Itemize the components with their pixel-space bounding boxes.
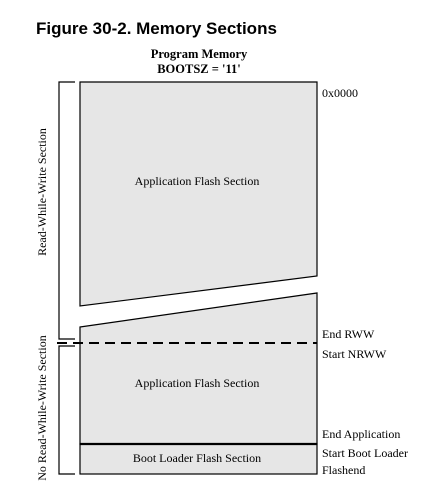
address-label-end-application: End Application [322,427,401,441]
address-label-flashend: Flashend [322,463,366,477]
app-flash-upper-label: Application Flash Section [134,174,260,188]
rww-bracket [59,82,75,339]
nrww-side-label: No Read-While-Write Section [35,335,49,481]
app-flash-lower-block [80,293,317,444]
app-flash-upper-block [80,82,317,306]
rww-side-label: Read-While-Write Section [35,128,49,256]
boot-loader-label: Boot Loader Flash Section [132,451,262,465]
bootsz-label: BOOTSZ = '11' [157,62,241,76]
address-label-start-boot-loader: Start Boot Loader [322,446,408,460]
address-label-start: 0x0000 [322,86,358,100]
figure-title: Figure 30-2. Memory Sections [36,19,277,38]
address-label-start-nrww: Start NRWW [322,347,387,361]
nrww-bracket [59,346,75,474]
program-memory-label: Program Memory [150,47,248,61]
app-flash-lower-label: Application Flash Section [134,376,260,390]
address-label-end-rww: End RWW [322,327,375,341]
